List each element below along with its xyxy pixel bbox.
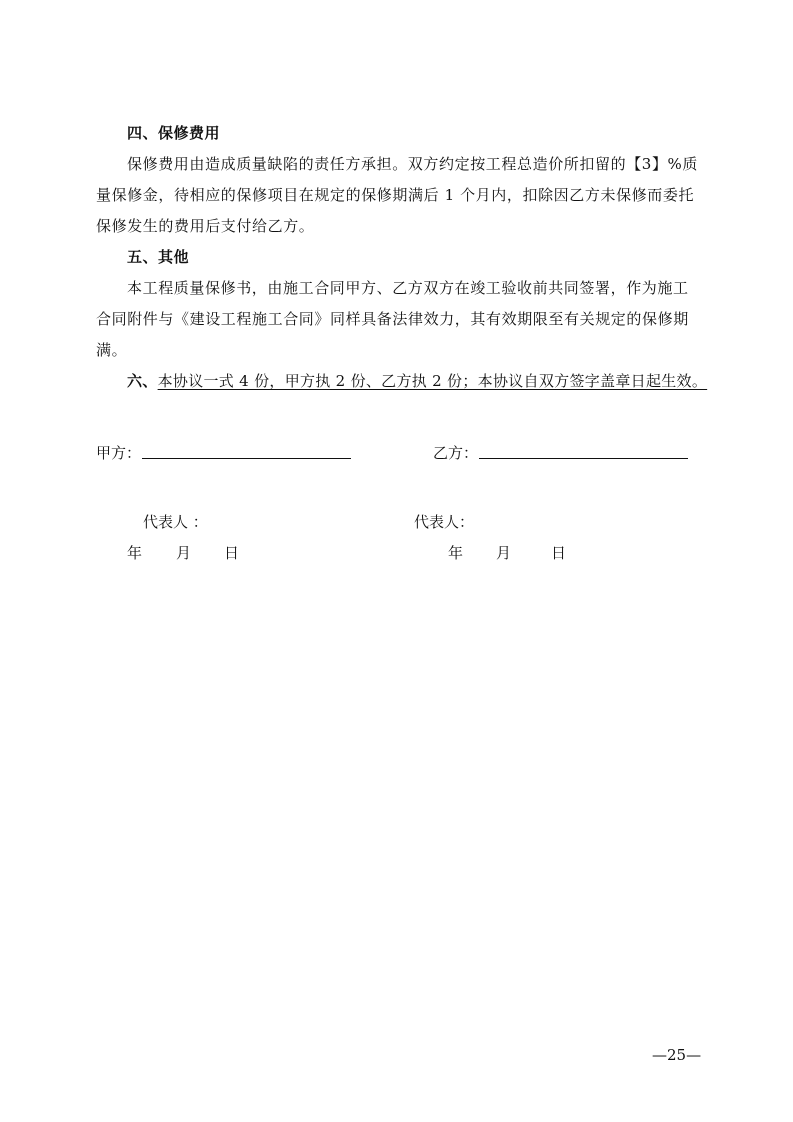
party-a-date-day: 日	[224, 544, 240, 562]
party-b-date-year: 年	[448, 544, 464, 562]
party-a-date-year: 年	[127, 544, 143, 562]
section-5-line-2: 合同附件与《建设工程施工合同》同样具备法律效力，其有效期限至有关规定的保修期	[96, 310, 689, 328]
section-6	[127, 370, 707, 391]
section-5-line-1: 本工程质量保修书，由施工合同甲方、乙方双方在竣工验收前共同签署，作为施工	[127, 279, 689, 297]
party-b-representative-label: 代表人：	[414, 513, 475, 531]
section-5-line-3: 满。	[96, 341, 128, 359]
party-a-date-month: 月	[176, 544, 192, 562]
section-6-heading: 六、	[127, 372, 158, 390]
page-number: —25—	[652, 1046, 702, 1064]
party-b-label: 乙方：	[433, 444, 479, 462]
party-a-label: 甲方：	[96, 444, 142, 462]
section-6-text: 本协议一式 4 份，甲方执 2 份、乙方执 2 份；本协议自双方签字盖章日起生效。	[157, 372, 708, 390]
section-4-heading: 四、保修费用	[127, 124, 221, 142]
party-a-signature-line	[142, 458, 351, 459]
party-b-date-month: 月	[496, 544, 512, 562]
party-a-representative-label: 代表人 ：	[143, 513, 208, 531]
section-4-line-3: 保修发生的费用后支付给乙方。	[96, 217, 315, 235]
section-5-heading: 五、其他	[127, 248, 190, 266]
section-4-line-2: 量保修金，待相应的保修项目在规定的保修期满后 1 个月内，扣除因乙方未保修而委托	[96, 186, 695, 204]
party-b-date-day: 日	[551, 544, 567, 562]
section-4-line-1: 保修费用由造成质量缺陷的责任方承担。双方约定按工程总造价所扣留的【3】%质	[127, 155, 698, 173]
party-b-signature-line	[479, 458, 688, 459]
